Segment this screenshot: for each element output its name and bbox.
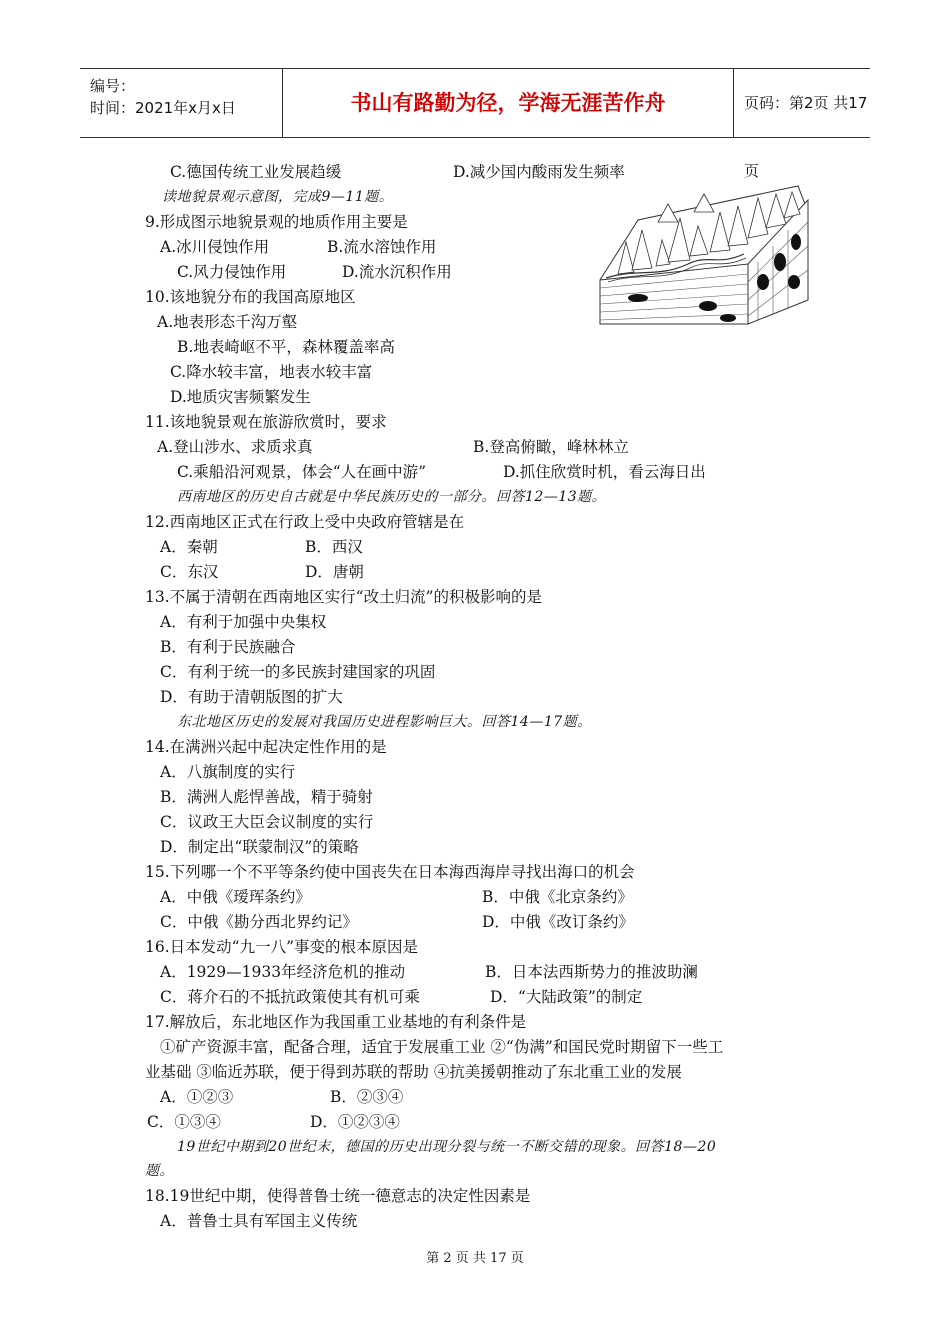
option-16a: A．1929—1933年经济危机的推动: [160, 963, 406, 981]
option-15b: B．中俄《北京条约》: [482, 888, 633, 906]
option-14d: D．制定出“联蒙制汉”的策略: [160, 838, 359, 856]
option-13b: B．有利于民族融合: [160, 638, 296, 656]
option-14a: A．八旗制度的实行: [160, 763, 296, 781]
section-intro-cont: 题。: [145, 1163, 174, 1179]
header-motto: 书山有路勤为径，学海无涯苦作舟: [282, 69, 734, 137]
section-intro: 西南地区的历史自古就是中华民族历史的一部分。回答12—13题。: [177, 489, 607, 505]
option-14c: C．议政王大臣会议制度的实行: [160, 813, 374, 831]
option-9a: A.冰川侵蚀作用: [160, 238, 270, 256]
question-17-stem: 业基础 ③临近苏联，便于得到苏联的帮助 ④抗美援朝推动了东北重工业的发展: [145, 1063, 682, 1081]
option-8c: C.德国传统工业发展趋缓: [170, 163, 342, 181]
question-14: 14.在满洲兴起中起决定性作用的是: [145, 738, 387, 756]
option-9c: C.风力侵蚀作用: [177, 263, 287, 281]
karst-landform-diagram: [598, 182, 810, 328]
header-page: 页码：第2页 共17页: [744, 94, 868, 180]
number-label: 编号：: [90, 77, 136, 95]
option-16c: C．蒋介石的不抵抗政策使其有机可乘: [160, 988, 420, 1006]
option-13c: C．有利于统一的多民族封建国家的巩固: [160, 663, 436, 681]
section-intro: 东北地区历史的发展对我国历史进程影响巨大。回答14—17题。: [177, 714, 592, 730]
option-18a: A．普鲁士具有军国主义传统: [160, 1212, 358, 1230]
option-17a: A．①②③: [160, 1088, 234, 1106]
option-12b: B．西汉: [305, 538, 363, 556]
option-12a: A．秦朝: [160, 538, 218, 556]
option-17b: B．②③④: [330, 1088, 404, 1106]
page-footer: 第 2 页 共 17 页: [426, 1251, 524, 1266]
option-8d: D.减少国内酸雨发生频率: [453, 163, 625, 181]
question-18: 18.19世纪中期，使得普鲁士统一德意志的决定性因素是: [145, 1187, 531, 1205]
option-17c: C．①③④: [147, 1113, 221, 1131]
question-16: 16.日本发动“九一八”事变的根本原因是: [145, 938, 418, 956]
option-9b: B.流水溶蚀作用: [327, 238, 437, 256]
option-11c: C.乘船沿河观景，体会“人在画中游”: [177, 463, 427, 481]
question-10: 10.该地貌分布的我国高原地区: [145, 288, 356, 306]
option-9d: D.流水沉积作用: [342, 263, 452, 281]
question-9: 9.形成图示地貌景观的地质作用主要是: [145, 213, 408, 231]
option-11d: D.抓住欣赏时机，看云海日出: [503, 463, 706, 481]
question-17-stem: ①矿产资源丰富，配备合理，适宜于发展重工业 ②“伪满”和国民党时期留下一些工: [160, 1038, 724, 1056]
question-17: 17.解放后，东北地区作为我国重工业基地的有利条件是: [145, 1013, 527, 1031]
question-12: 12.西南地区正式在行政上受中央政府管辖是在: [145, 513, 465, 531]
option-10b: B.地表崎岖不平，森林覆盖率高: [177, 338, 395, 356]
option-17d: D．①②③④: [310, 1113, 400, 1131]
option-10a: A.地表形态千沟万壑: [157, 313, 298, 331]
option-10c: C.降水较丰富，地表水较丰富: [170, 363, 373, 381]
option-11a: A.登山涉水、求质求真: [157, 438, 313, 456]
option-13a: A．有利于加强中央集权: [160, 613, 327, 631]
option-13d: D．有助于清朝版图的扩大: [160, 688, 343, 706]
date-label: 时间：2021年x月x日: [90, 99, 236, 117]
option-15a: A．中俄《瑷珲条约》: [160, 888, 311, 906]
option-12c: C．东汉: [160, 563, 219, 581]
section-intro: 读地貌景观示意图，完成9—11题。: [162, 189, 394, 205]
option-16b: B．日本法西斯势力的推波助澜: [485, 963, 698, 981]
option-11b: B.登高俯瞰，峰林林立: [473, 438, 629, 456]
option-15c: C．中俄《勘分西北界约记》: [160, 913, 358, 931]
section-intro: 19世纪中期到20世纪末，德国的历史出现分裂与统一不断交错的现象。回答18—20: [177, 1139, 717, 1155]
option-12d: D．唐朝: [305, 563, 364, 581]
option-15d: D．中俄《改订条约》: [482, 913, 634, 931]
question-11: 11.该地貌景观在旅游欣赏时，要求: [145, 413, 387, 431]
option-16d: D．“大陆政策”的制定: [490, 988, 643, 1006]
option-10d: D.地质灾害频繁发生: [170, 388, 311, 406]
option-14b: B．满洲人彪悍善战，精于骑射: [160, 788, 373, 806]
question-13: 13.不属于清朝在西南地区实行“改土归流”的积极影响的是: [145, 588, 543, 606]
header-meta: [80, 69, 282, 137]
question-15: 15.下列哪一个不平等条约使中国丧失在日本海西海岸寻找出海口的机会: [145, 863, 635, 881]
